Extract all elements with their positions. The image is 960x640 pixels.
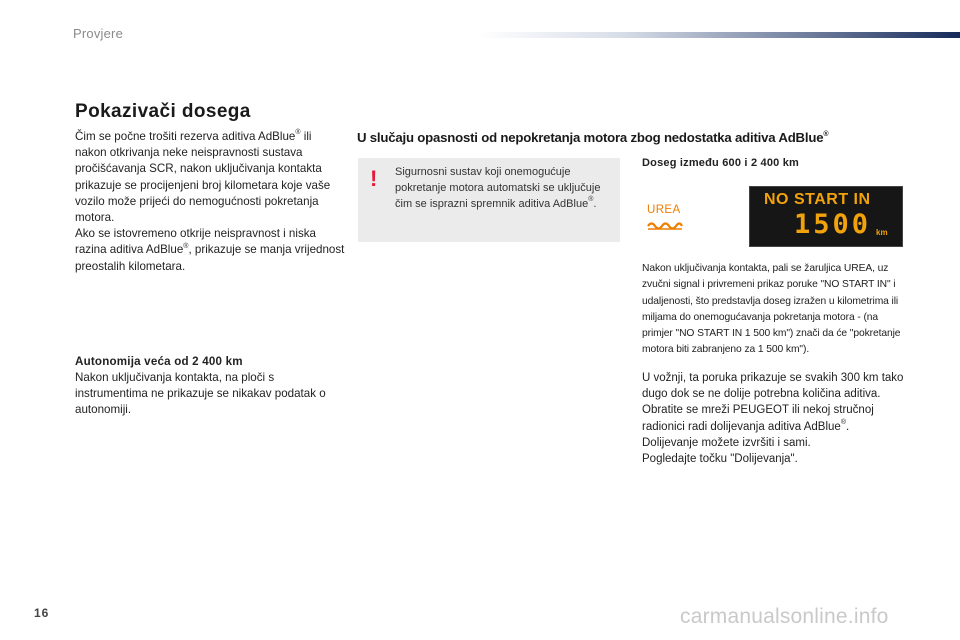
registered-mark: ® (588, 196, 594, 204)
display-unit: km (876, 228, 888, 237)
header-gradient-bar (478, 32, 960, 38)
body-paragraph-2: Obratite se mreži PEUGEOT ili nekoj stručnoj radionici radi dolijevanja aditiva AdBlue®. (642, 404, 874, 433)
urea-wave-icon (647, 220, 683, 230)
autonomy-section (75, 354, 347, 418)
urea-label: UREA (647, 204, 681, 216)
warning-text: Sigurnosni sustav koji onemogućuje pokretanje motora automatski se uključuje čim se isprazni spremnik aditiva AdBlue®. (395, 166, 601, 210)
body-paragraph-3: Dolijevanje možete izvršiti i sami. (642, 436, 811, 449)
body-paragraph-4: Pogledajte točku "Dolijevanja". (642, 453, 798, 466)
warning-icon: ! (370, 166, 378, 191)
section-title: U slučaju opasnosti od nepokretanja motora zbog nedostatka aditiva AdBlue® (357, 130, 829, 145)
range-description (642, 261, 904, 359)
display-value: 1500 (794, 209, 872, 240)
registered-mark: ® (823, 130, 829, 138)
intro-text (75, 129, 345, 275)
driving-instructions (642, 370, 904, 467)
urea-warning-icon (647, 204, 687, 230)
autonomy-text: Nakon uključivanja kontakta, na ploči s instrumentima ne prikazuje se nikakav podatak o autonomiji. (75, 371, 326, 416)
intro-paragraph-2: Ako se istovremeno otkrije neispravnost i niska razina aditiva AdBlue®, prikazuje se manja vrijednost preostalih kilometara. (75, 227, 345, 273)
instrument-display (749, 186, 903, 247)
section-label: Provjere (73, 26, 124, 41)
registered-mark: ® (840, 418, 846, 426)
page-number: 16 (34, 606, 50, 620)
registered-mark: ® (295, 129, 301, 137)
autonomy-heading: Autonomija veća od 2 400 km (75, 355, 243, 368)
display-message: NO START IN (764, 191, 871, 208)
range-description-text: Nakon uključivanja kontakta, pali se žaruljica UREA, uz zvučni signal i privremeni prikaz poruke "NO START IN" i udaljenosti, što predstavlja doseg izražen u kilometrima ili miljama do onemogućavanja pokretanja motora - (na primjer "NO START IN 1 500 km") znači da će "pokretanje motora biti zabranjeno za 1 500 km"). (642, 263, 901, 356)
body-paragraph-1: U vožnji, ta poruka prikazuje se svakih 300 km tako dugo dok se ne dolije potrebna količina aditiva. (642, 372, 904, 401)
range-heading: Doseg između 600 i 2 400 km (642, 157, 800, 169)
registered-mark: ® (183, 242, 189, 250)
page-title: Pokazivači dosega (75, 101, 251, 122)
intro-paragraph-1: Čim se počne trošiti rezerva aditiva AdBlue® ili nakon otkrivanja neke neispravnosti sustava pročišćavanja SCR, nakon uključivanja kontakta prikazuje se procijenjeni broj kilometara koje vaše vozilo može prijeći do nemogućnosti pokretanja motora. (75, 129, 331, 225)
watermark: carmanualsonline.info (680, 605, 889, 628)
warning-box (358, 158, 620, 242)
